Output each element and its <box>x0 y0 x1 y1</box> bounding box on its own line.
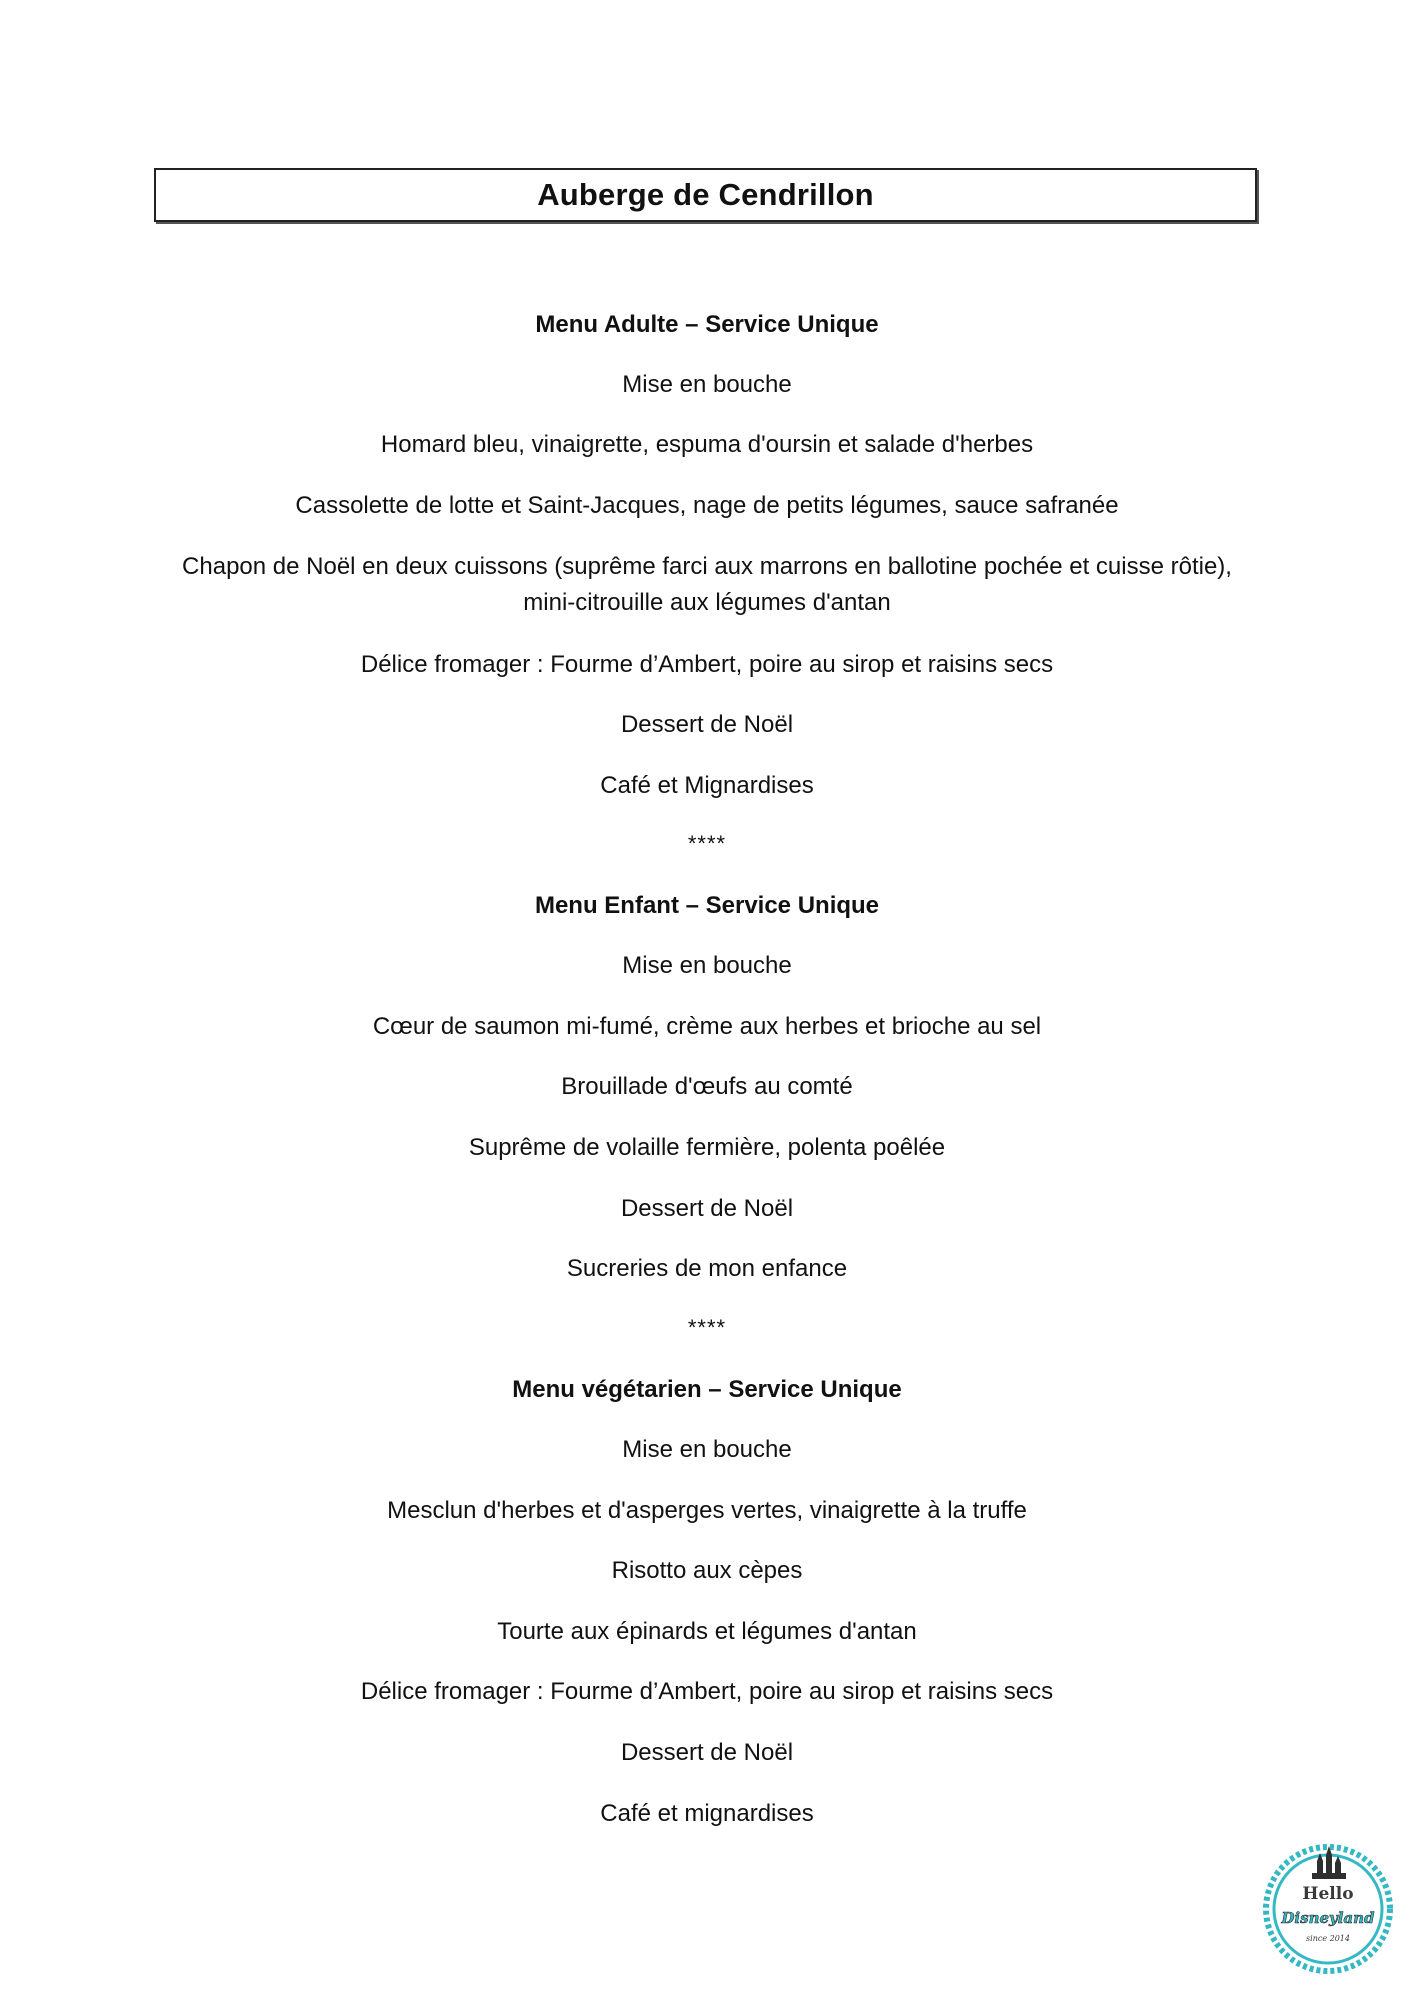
logo-line3: since 2014 <box>1306 1934 1350 1943</box>
menu-item: Sucreries de mon enfance <box>566 1255 848 1282</box>
menu-item: Mise en bouche <box>622 952 792 979</box>
menu-item: Cassolette de lotte et Saint-Jacques, nage de petits légumes, sauce safranée <box>295 492 1119 519</box>
menu-item: Mise en bouche <box>622 371 792 398</box>
menu-item: Cœur de saumon mi-fumé, crème aux herbes et brioche au sel <box>372 1013 1042 1040</box>
menu-item: Suprême de volaille fermière, polenta poêlée <box>468 1134 946 1161</box>
menu-item: Délice fromager : Fourme d’Ambert, poire au sirop et raisins secs <box>360 651 1054 678</box>
menu-adulte-heading: Menu Adulte – Service Unique <box>535 311 879 338</box>
menu-item: Dessert de Noël <box>620 1739 794 1766</box>
menu-item: Délice fromager : Fourme d’Ambert, poire au sirop et raisins secs <box>360 1678 1054 1705</box>
menu-enfant-heading: Menu Enfant – Service Unique <box>534 892 880 919</box>
restaurant-title: Auberge de Cendrillon <box>537 177 874 212</box>
menu-item: Dessert de Noël <box>620 711 794 738</box>
menu-item: Mesclun d'herbes et d'asperges vertes, vinaigrette à la truffe <box>387 1497 1027 1524</box>
menu-item: Tourte aux épinards et légumes d'antan <box>497 1618 917 1645</box>
menu-item: Chapon de Noël en deux cuissons (suprême farci aux marrons en ballotine pochée et cuisse rôtie), <box>182 553 1232 580</box>
menu-item: Dessert de Noël <box>620 1195 794 1222</box>
separator: **** <box>687 831 727 856</box>
menu-vegetarien-heading: Menu végétarien – Service Unique <box>512 1376 902 1403</box>
menu-item: Café et mignardises <box>600 1800 814 1827</box>
menu-item: mini-citrouille aux légumes d'antan <box>523 589 891 616</box>
menu-item: Café et Mignardises <box>600 772 814 799</box>
menu-item: Brouillade d'œufs au comté <box>561 1073 853 1100</box>
menu-item: Homard bleu, vinaigrette, espuma d'oursin et salade d'herbes <box>380 431 1034 458</box>
logo-line2: Disneyland <box>1281 1909 1375 1927</box>
hello-disneyland-logo <box>1262 1843 1394 1975</box>
menu-item: Mise en bouche <box>622 1436 792 1463</box>
menu-item: Risotto aux cèpes <box>611 1557 803 1584</box>
separator: **** <box>687 1315 727 1340</box>
restaurant-title-box <box>154 168 1257 222</box>
logo-line1: Hello <box>1302 1884 1354 1904</box>
